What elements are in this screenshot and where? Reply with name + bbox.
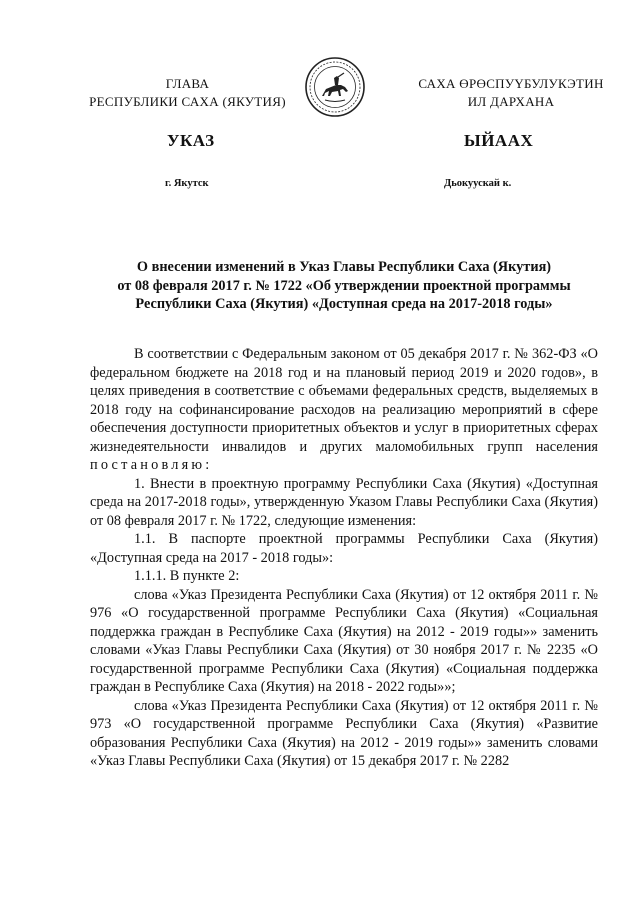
paragraph-item-1-1-1: 1.1.1. В пункте 2: bbox=[134, 568, 240, 584]
title-ukaz: УКАЗ bbox=[167, 131, 215, 150]
postanovlyayu-text: постановляю: bbox=[90, 457, 213, 473]
city-left: г. Якутск bbox=[165, 178, 209, 189]
header-left-line1: ГЛАВА bbox=[165, 76, 210, 91]
preamble-text: В соответствии с Федеральным законом от 05 декабря 2017 г. № 362-ФЗ «О федеральном бюджете на 2018 год и на плановый период 2019 и 2020 годов», в целях приведения в соответствие с объемами федеральных средств, выделяемых в 2018 году на софинансирование расходов на реализацию мероприятий в сфере обеспечения доступности приоритетных объектов и услуг в приоритетных сферах жизнедеятельности инвалидов и других маломобильных групп населения bbox=[90, 346, 598, 455]
header-left bbox=[80, 75, 295, 111]
city-right: Дьокуускай к. bbox=[444, 178, 512, 189]
paragraph-words-1: слова «Указ Президента Республики Саха (Якутия) от 12 октября 2011 г. № 976 «О государственной программе Республики Саха (Якутия) «Социальная поддержка граждан в Республике Саха (Якутия) на 2012 - 2019 годы»» заменить словами «Указ Главы Республики Саха (Якутия) от 30 ноября 2017 г. № 2235 «О государственной программе Республики Саха (Якутия) «Социальная поддержка граждан в Республике Саха (Якутия) на 2018 - 2022 годы»»; bbox=[90, 586, 598, 695]
header-right-line1: САХА ӨРӨСПУҮБУЛУКЭТИН bbox=[418, 76, 604, 91]
document-title-line2: от 08 февраля 2017 г. № 1722 «Об утверждении проектной программы bbox=[117, 277, 571, 294]
document-body bbox=[90, 345, 598, 771]
paragraph-words-2: слова «Указ Президента Республики Саха (Якутия) от 12 октября 2011 г. № 973 «О государственной программе Республики Саха (Якутия) «Развитие образования Республики Саха (Якутия) на 2012 - 2019 годы»» заменить словами «Указ Главы Республики Саха (Якутия) от 15 декабря 2017 г. № 2282 bbox=[90, 697, 598, 769]
document-title-line3: Республики Саха (Якутия) «Доступная среда на 2017-2018 годы» bbox=[135, 296, 553, 312]
header-right-line2: ИЛ ДАРХАНА bbox=[467, 94, 555, 109]
paragraph-preamble bbox=[90, 345, 598, 475]
paragraph-item-1: 1. Внести в проектную программу Республики Саха (Якутия) «Доступная среда на 2017-2018 годы», утвержденную Указом Главы Республики Саха (Якутия) от 08 февраля 2017 г. № 1722, следующие изменения: bbox=[90, 475, 598, 529]
title-yiyaakh: ЫЙААХ bbox=[464, 131, 534, 150]
paragraph-item-1-1: 1.1. В паспорте проектной программы Республики Саха (Якутия) «Доступная среда на 2017 - 2018 годы»: bbox=[90, 531, 598, 566]
sakha-coat-of-arms-icon bbox=[300, 56, 370, 118]
header-right bbox=[405, 75, 617, 111]
document-title bbox=[70, 258, 618, 314]
document-title-line1: О внесении изменений в Указ Главы Республики Саха (Якутия) bbox=[136, 259, 552, 275]
header-left-line2: РЕСПУБЛИКИ САХА (ЯКУТИЯ) bbox=[89, 94, 286, 109]
